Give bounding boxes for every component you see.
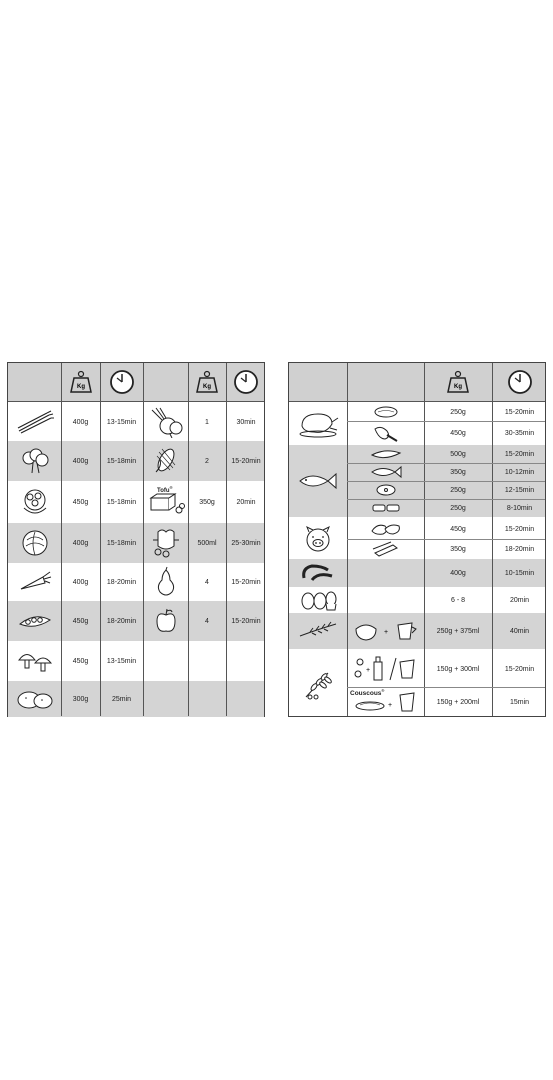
tofu-label: Tofu® xyxy=(157,485,173,494)
dumplings-pot-icon xyxy=(143,523,188,563)
weight-value: 4 xyxy=(205,617,209,625)
time-value: 12-15min xyxy=(504,486,535,494)
time-value: 15-18min xyxy=(106,498,137,506)
weight-value: 450g xyxy=(450,525,466,533)
pork-strips-icon xyxy=(347,539,424,559)
broccoli-icon xyxy=(8,441,61,481)
weight-value: 150g + 200ml xyxy=(436,698,480,706)
time-value: 18-20min xyxy=(106,617,137,625)
weight-value: 350g xyxy=(199,498,215,506)
cabbage-icon xyxy=(8,523,61,563)
chicken-leg-icon xyxy=(347,421,424,445)
weight-value: 1 xyxy=(205,418,209,426)
weight-value: 2 xyxy=(205,457,209,465)
weight-value: 350g xyxy=(450,545,466,553)
plus-sign: + xyxy=(387,702,392,709)
time-value: 25-30min xyxy=(231,539,261,547)
time-value: 18-20min xyxy=(106,578,137,586)
plus-sign: + xyxy=(383,629,388,636)
weight-kg-icon xyxy=(188,363,226,401)
weight-value: 400g xyxy=(72,539,89,547)
time-value: 10-15min xyxy=(504,569,535,577)
weight-value: 4 xyxy=(205,578,209,586)
meat-fish-grain-steaming-table xyxy=(288,362,546,717)
weight-kg-icon xyxy=(424,363,492,401)
carrot-icon xyxy=(8,563,61,601)
weight-value: 450g xyxy=(72,617,89,625)
weight-value: 450g xyxy=(72,498,89,506)
weight-value: 450g xyxy=(72,657,89,665)
weight-value: 300g xyxy=(72,695,89,703)
asparagus-icon xyxy=(8,403,61,441)
time-value: 25min xyxy=(111,695,132,703)
peas-icon xyxy=(8,601,61,641)
time-value: 20min xyxy=(509,596,530,604)
fish-icon xyxy=(289,445,347,517)
apple-icon xyxy=(143,601,188,641)
fish-steak-icon xyxy=(347,481,424,499)
plus-sign: + xyxy=(365,667,370,674)
fish-pieces-icon xyxy=(347,499,424,517)
clock-icon xyxy=(100,363,143,401)
time-value: 30min xyxy=(236,418,256,426)
time-value: 15-18min xyxy=(106,539,137,547)
potatoes-icon xyxy=(8,681,61,717)
weight-kg-icon xyxy=(61,363,100,401)
weight-value: 350g xyxy=(450,468,466,476)
wheat-icon xyxy=(289,651,347,717)
time-value: 15-20min xyxy=(231,457,261,465)
weight-value: 250g xyxy=(450,486,466,494)
time-value: 10-12min xyxy=(504,468,535,476)
whole-fish-icon xyxy=(347,463,424,481)
weight-value: 400g xyxy=(72,578,89,586)
sausage-icon xyxy=(289,559,347,587)
beetroot-icon xyxy=(143,403,188,441)
grain-bottle-and-water-icon xyxy=(347,651,424,687)
time-value: 15-20min xyxy=(231,617,261,625)
time-value: 15-20min xyxy=(504,450,535,458)
couscous-label: Couscous® xyxy=(350,688,385,698)
pig-icon xyxy=(289,519,347,559)
cauliflower-icon xyxy=(8,481,61,523)
rice-plant-icon xyxy=(289,613,347,649)
weight-value: 250g xyxy=(450,408,466,416)
weight-value: 400g xyxy=(450,569,466,577)
time-value: 18-20min xyxy=(504,545,535,553)
clock-icon xyxy=(226,363,266,401)
time-value: 13-15min xyxy=(106,418,137,426)
time-value: 15-18min xyxy=(106,457,137,465)
corn-icon xyxy=(143,441,188,481)
pork-chops-icon xyxy=(347,519,424,539)
weight-value: 250g xyxy=(450,504,466,512)
vegetable-fruit-steaming-table xyxy=(7,362,265,717)
eggs-icon xyxy=(289,587,347,613)
time-value: 15-20min xyxy=(504,408,535,416)
time-value: 8-10min xyxy=(506,504,533,512)
time-value: 20min xyxy=(236,498,256,506)
pear-icon xyxy=(143,563,188,601)
chicken-breast-icon xyxy=(347,403,424,421)
weight-value: 250g + 375ml xyxy=(436,627,480,635)
time-value: 15-20min xyxy=(504,525,535,533)
time-value: 15min xyxy=(509,698,530,706)
roast-chicken-icon xyxy=(289,403,347,443)
weight-value: 6 - 8 xyxy=(450,596,465,604)
kg-text: Kg xyxy=(454,384,462,390)
weight-value: 150g + 300ml xyxy=(436,665,480,673)
time-value: 15-20min xyxy=(504,665,535,673)
weight-value: 500g xyxy=(450,450,466,458)
time-value: 13-15min xyxy=(106,657,137,665)
fish-fillet-icon xyxy=(347,445,424,463)
time-value: 15-20min xyxy=(231,578,261,586)
weight-value: 500ml xyxy=(197,539,217,547)
time-value: 40min xyxy=(509,627,530,635)
weight-value: 400g xyxy=(72,457,89,465)
kg-text: Kg xyxy=(203,384,211,390)
time-value: 30-35min xyxy=(504,429,535,437)
rice-and-water-icon xyxy=(347,613,424,649)
weight-value: 400g xyxy=(72,418,89,426)
clock-icon xyxy=(492,363,547,401)
weight-value: 450g xyxy=(450,429,466,437)
kg-text: Kg xyxy=(76,384,85,390)
mushrooms-icon xyxy=(8,641,61,681)
